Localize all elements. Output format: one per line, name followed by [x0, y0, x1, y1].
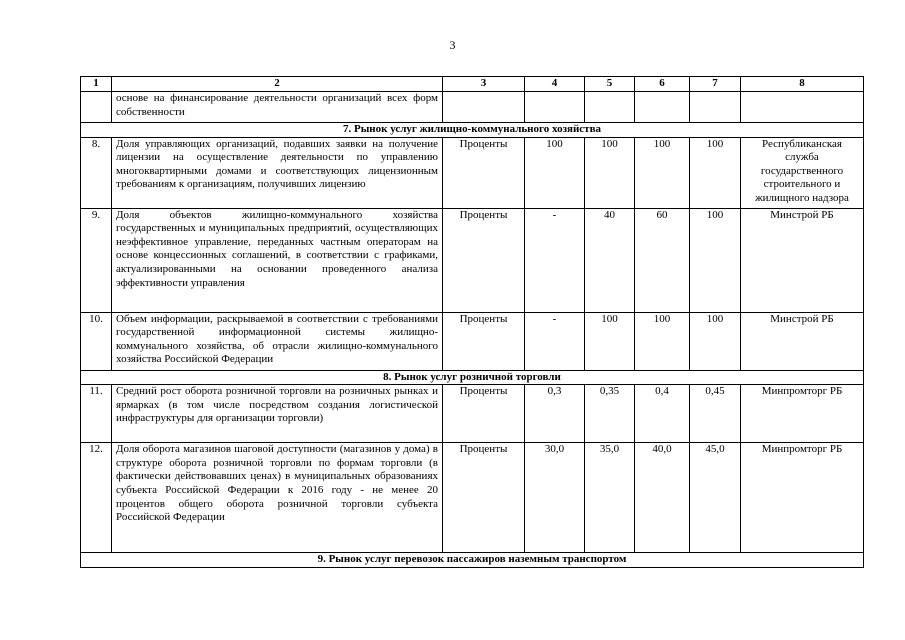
value-cell: 45,0 [690, 443, 741, 553]
value-cell [690, 92, 741, 123]
table-row [81, 385, 864, 443]
value-cell: 40,0 [635, 443, 690, 553]
unit-cell: Проценты [443, 208, 525, 312]
value-cell: 0,4 [635, 385, 690, 443]
column-header: 2 [112, 77, 443, 92]
responsible-cell: Минстрой РБ [741, 312, 864, 370]
value-cell: 100 [525, 137, 585, 208]
column-header: 7 [690, 77, 741, 92]
table-row [81, 443, 864, 553]
responsible-cell: Минстрой РБ [741, 208, 864, 312]
indicators-table [80, 76, 864, 568]
responsible-cell: Минпромторг РБ [741, 385, 864, 443]
row-number-cell [81, 92, 112, 123]
value-cell: 60 [635, 208, 690, 312]
unit-cell [443, 92, 525, 123]
value-cell: 0,45 [690, 385, 741, 443]
section-heading: 9. Рынок услуг перевозок пассажиров наземным транспортом [81, 553, 864, 568]
value-cell: 100 [635, 137, 690, 208]
row-number-cell: 10. [81, 312, 112, 370]
indicator-description: Доля объектов жилищно-коммунального хозяйства государственных и муниципальных предприятий, осуществляющих неэффективное управление, переданных частным операторам на основе концессионных соглашений, в соответствии с графиками, актуализированными на основании проведенного анализа эффективности управления [112, 208, 443, 312]
section-heading-row [81, 370, 864, 385]
indicator-description: Доля оборота магазинов шаговой доступности (магазинов у дома) в структуре оборота розничной торговли по формам торговли (в фактически действовавших ценах) в муниципальных образованиях субъекта Российской Федерации к 2016 году - не менее 20 процентов общего оборота розничной торговли субъекта Российской Федерации [112, 443, 443, 553]
section-heading-row [81, 123, 864, 138]
indicator-description: Средний рост оборота розничной торговли на розничных рынках и ярмарках (в том числе посредством создания логистической инфраструктуры для организации торговли) [112, 385, 443, 443]
value-cell: 30,0 [525, 443, 585, 553]
value-cell: 0,3 [525, 385, 585, 443]
value-cell: 100 [690, 137, 741, 208]
unit-cell: Проценты [443, 443, 525, 553]
table-row [81, 312, 864, 370]
value-cell: 100 [690, 312, 741, 370]
table-header-row [81, 77, 864, 92]
responsible-cell: Республиканская служба государственного строительного и жилищного надзора [741, 137, 864, 208]
value-cell: 40 [585, 208, 635, 312]
value-cell [635, 92, 690, 123]
unit-cell: Проценты [443, 137, 525, 208]
table-row [81, 137, 864, 208]
section-heading: 7. Рынок услуг жилищно-коммунального хозяйства [81, 123, 864, 138]
value-cell: 100 [690, 208, 741, 312]
column-header: 8 [741, 77, 864, 92]
value-cell: 100 [585, 137, 635, 208]
column-header: 3 [443, 77, 525, 92]
unit-cell: Проценты [443, 312, 525, 370]
section-heading: 8. Рынок услуг розничной торговли [81, 370, 864, 385]
indicator-description: Объем информации, раскрываемой в соответствии с требованиями государственной информационной системы жилищно-коммунального хозяйства, об отрасли жилищно-коммунального хозяйства Российской Федерации [112, 312, 443, 370]
value-cell [525, 92, 585, 123]
row-number-cell: 11. [81, 385, 112, 443]
indicator-description: основе на финансирование деятельности организаций всех форм собственности [112, 92, 443, 123]
value-cell: 100 [585, 312, 635, 370]
indicator-description: Доля управляющих организаций, подавших заявки на получение лицензии на осуществление деятельности по управлению многоквартирными домами и соответствующих лицензионным требованиям к организациям, получивших лицензию [112, 137, 443, 208]
table-row [81, 92, 864, 123]
value-cell: - [525, 208, 585, 312]
value-cell [585, 92, 635, 123]
column-header: 1 [81, 77, 112, 92]
table-row [81, 208, 864, 312]
column-header: 4 [525, 77, 585, 92]
value-cell: 100 [635, 312, 690, 370]
value-cell: 0,35 [585, 385, 635, 443]
responsible-cell: Минпромторг РБ [741, 443, 864, 553]
section-heading-row [81, 553, 864, 568]
column-header: 5 [585, 77, 635, 92]
value-cell: 35,0 [585, 443, 635, 553]
value-cell: - [525, 312, 585, 370]
responsible-cell [741, 92, 864, 123]
unit-cell: Проценты [443, 385, 525, 443]
row-number-cell: 12. [81, 443, 112, 553]
row-number-cell: 8. [81, 137, 112, 208]
page-number: 3 [449, 38, 456, 52]
row-number-cell: 9. [81, 208, 112, 312]
column-header: 6 [635, 77, 690, 92]
